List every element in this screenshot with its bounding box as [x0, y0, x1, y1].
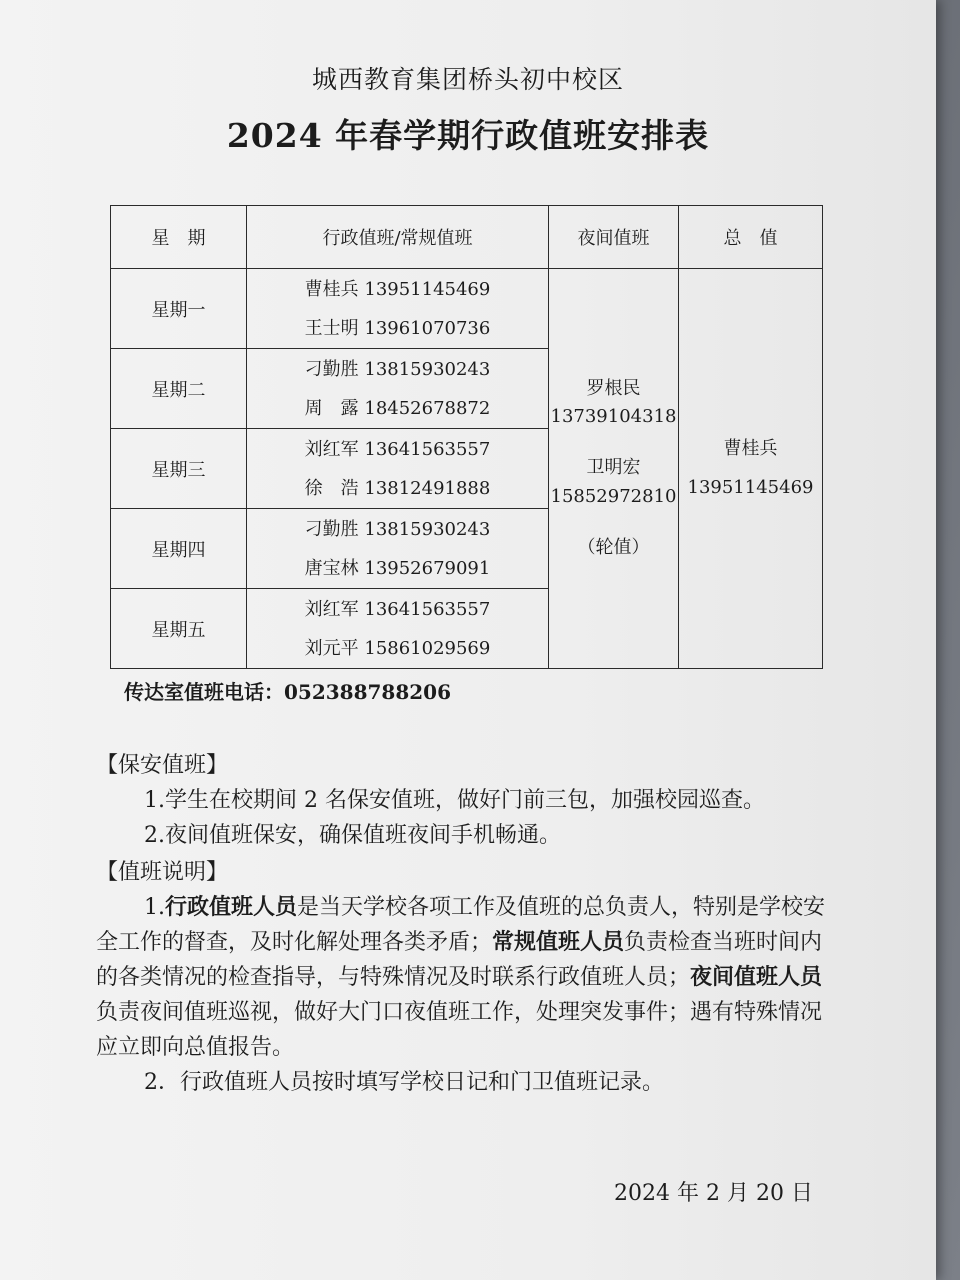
section-heading: 【保安值班】	[96, 753, 229, 778]
duty-schedule-table	[110, 205, 823, 669]
section-heading: 【值班说明】	[96, 860, 229, 885]
security-item: 1.学生在校期间 2 名保安值班，做好门前三包，加强校园巡查。	[144, 788, 765, 813]
duty-person-line: 刘红军 13641563557	[304, 598, 491, 620]
chief-duty-cell	[679, 269, 823, 669]
weekday-cell: 星期二	[111, 349, 247, 429]
table-header-row	[111, 206, 823, 269]
table-row	[111, 269, 823, 349]
security-section	[96, 748, 836, 853]
duty-person-line: 曹桂兵 13951145469	[304, 278, 491, 300]
column-header-night-duty: 夜间值班	[549, 206, 679, 269]
spacer	[549, 512, 678, 534]
admin-duty-cell	[247, 269, 549, 349]
weekday-cell: 星期一	[111, 269, 247, 349]
note-text: 负责检查当班时间内的各类情况的检查指导，与特殊情况及时联系行政值班人员；	[96, 930, 823, 990]
document-date: 2024 年 2 月 20 日	[614, 1181, 813, 1206]
page-title: 2024 年春学期行政值班安排表	[226, 116, 710, 155]
admin-duty-cell	[247, 349, 549, 429]
night-duty-phone: 13739104318	[550, 406, 677, 428]
duty-person-line: 唐宝林 13952679091	[304, 557, 491, 579]
note-emphasis: 常规值班人员	[492, 929, 625, 955]
gate-duty-phone: 传达室值班电话：052388788206	[124, 680, 451, 704]
weekday-cell: 星期三	[111, 429, 247, 509]
duty-person-line: 刁勤胜 13815930243	[304, 518, 491, 540]
chief-duty-name: 曹桂兵	[723, 437, 778, 459]
note-emphasis: 行政值班人员	[165, 894, 298, 920]
night-duty-phone: 15852972810	[550, 485, 677, 507]
duty-person-line: 刘红军 13641563557	[304, 438, 491, 460]
note-item: 2．行政值班人员按时填写学校日记和门卫值班记录。	[144, 1070, 664, 1095]
column-header-weekday: 星 期	[111, 206, 247, 269]
admin-duty-cell	[247, 429, 549, 509]
duty-person-line: 徐 浩 13812491888	[304, 477, 491, 499]
night-duty-name: 卫明宏	[586, 457, 641, 479]
night-duty-name: 罗根民	[586, 377, 641, 399]
security-item: 2.夜间值班保安，确保值班夜间手机畅通。	[144, 823, 561, 848]
duty-person-line: 刘元平 15861029569	[304, 637, 491, 659]
note-item	[96, 890, 836, 1065]
duty-person-line: 王士明 13961070736	[304, 317, 491, 339]
weekday-cell: 星期五	[111, 589, 247, 669]
night-duty-note: （轮值）	[577, 536, 650, 558]
admin-duty-cell	[247, 509, 549, 589]
school-name: 城西教育集团桥头初中校区	[311, 65, 624, 94]
note-text: 是当天学校各项工作及值班的总负责人，特别是学校安全工作的督查，及时化解处理各类矛盾；	[96, 895, 826, 955]
duty-person-line: 刁勤胜 13815930243	[304, 358, 491, 380]
column-header-admin-duty: 行政值班/常规值班	[247, 206, 549, 269]
note-number: 1.	[144, 895, 165, 920]
column-header-chief-duty: 总 值	[679, 206, 823, 269]
admin-duty-cell	[247, 589, 549, 669]
note-text: 负责夜间值班巡视，做好大门口夜值班工作，处理突发事件；遇有特殊情况应立即向总值报告。	[96, 1000, 823, 1060]
weekday-cell: 星期四	[111, 509, 247, 589]
duty-notes-section	[96, 855, 836, 1100]
spacer	[549, 432, 678, 454]
night-duty-cell	[549, 269, 679, 669]
note-emphasis: 夜间值班人员	[690, 964, 823, 990]
duty-person-line: 周 露 18452678872	[304, 397, 491, 419]
chief-duty-phone: 13951145469	[687, 476, 814, 498]
